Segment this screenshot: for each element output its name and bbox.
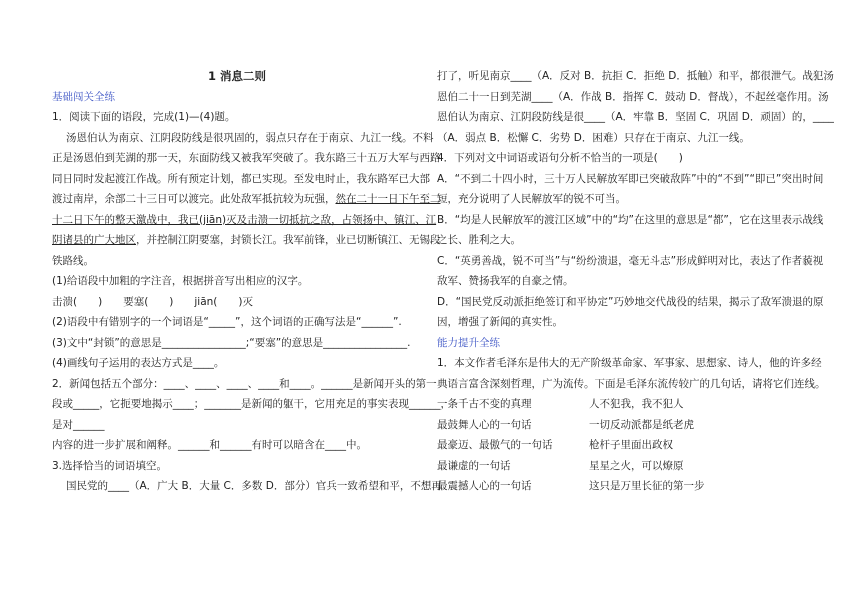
passage-line: 正是汤恩伯到芜湖的那一天，东面防线又被我军突破了。我东路三十五万大军与西路 <box>52 152 441 164</box>
option-d: D．“国民党反动派拒绝签订和平协定”巧妙地交代战役的结果，揭示了敌军溃退的原 <box>437 295 824 308</box>
option-a: A．“不到二十四小时，三十万人民解放军即已突破敌阵”中的“不到”“即已”突出时间 <box>437 172 824 185</box>
passage-line: 同日同时发起渡江作战。所有预定计划，都已实现。至发电时止，我东路军已大部 <box>52 172 430 185</box>
matching-row <box>437 394 811 415</box>
sub-question-3: (3)文中“封锁”的意思是________________;“要塞”的意思是________________. <box>52 336 411 349</box>
question-3: 3.选择恰当的词语填空。 <box>52 459 168 472</box>
sub-question-4: (4)画线句子运用的表达方式是____。 <box>52 357 225 369</box>
right-column <box>437 66 834 497</box>
question-2: 2．新闻包括五个部分：____、____、____、____和____。______是新闻开头的第一 <box>52 377 437 390</box>
question-2-cont: 段或_____，它扼要地揭示____；_______是新闻的躯干，它用充足的事实表现______， <box>52 398 451 410</box>
option-c: C．“英勇善战，锐不可当”与“纷纷溃退，毫无斗志”形成鲜明对比，表达了作者藐视 <box>437 254 824 267</box>
question-2-cont: 是对______ <box>52 418 105 431</box>
question-2-cont: 内容的进一步扩展和阐释。______和______有时可以暗含在____中。 <box>52 439 367 451</box>
matching-row <box>437 476 811 497</box>
document-title: 1 消息二则 <box>207 69 266 83</box>
match-right-item: 这只是万里长征的第一步 <box>589 480 705 492</box>
match-left-item: 一条千古不变的真理 <box>437 398 532 410</box>
option-d-cont: 因，增强了新闻的真实性。 <box>437 316 563 328</box>
section-heading-basic: 基础闯关全练 <box>52 90 115 103</box>
advanced-question-1: 1．本文作者毛泽东是伟大的无产阶级革命家、军事家、思想家、诗人，他的许多经 <box>437 357 822 369</box>
option-c-cont: 敌军、赞扬我军的自豪之情。 <box>437 275 574 287</box>
match-right-item: 一切反动派都是纸老虎 <box>589 418 694 431</box>
question-3-cont: 恩伯认为南京、江阴段防线是很____（A．牢靠 B．坚固 C．巩固 D．顽固）的，____ <box>437 111 834 123</box>
underlined-sentence: 十二日下午的整天激战中，我已(jiān)灭及击溃一切抵抗之敌，占领扬中、镇江、江 <box>52 213 437 226</box>
match-left-item: 最鼓舞人心的一句话 <box>437 418 532 431</box>
underlined-sentence: 阴诸县的广大地区 <box>52 234 136 246</box>
passage-line: 阴诸县的广大地区，并控制江阴要塞，封锁长江。我军前锋，业已切断镇江、无锡段 <box>52 234 441 246</box>
left-column <box>52 66 451 497</box>
match-right-item: 星星之火，可以燎原 <box>589 459 684 472</box>
sub-question-1: (1)给语段中加粗的字注音，根据拼音写出相应的汉字。 <box>52 275 309 287</box>
question-1-intro: 1．阅读下面的语段，完成(1)—(4)题。 <box>52 111 236 123</box>
option-b-cont: 之长、胜利之大。 <box>437 234 521 246</box>
passage-line: 渡过南岸，余部二十三日可以渡完。此处敌军抵抗较为玩强，然在二十一日下午至二 <box>52 193 441 205</box>
match-left-item: 最豪迈、最傲气的一句话 <box>437 439 553 451</box>
match-right-item: 人不犯我，我不犯人 <box>589 398 684 410</box>
question-3-text: 国民党的____（A．广大 B．大量 C．多数 D．部分）官兵一致希望和平，不想再 <box>66 480 442 492</box>
matching-row <box>437 435 811 456</box>
matching-row <box>437 415 811 436</box>
match-right-item: 枪杆子里面出政权 <box>589 439 673 451</box>
passage-line: 铁路线。 <box>52 254 94 267</box>
section-heading-advanced: 能力提升全练 <box>437 336 500 349</box>
question-3-cont: （A．弱点 B．松懈 C．劣势 D．困难）只存在于南京、九江一线。 <box>437 131 750 144</box>
advanced-question-1-cont: 典语言富含深刻哲理，广为流传。下面是毛泽东流传较广的几句话，请将它们连线。 <box>437 377 826 390</box>
question-3-cont: 恩伯二十一日到芜湖____（A．作战 B．指挥 C．鼓动 D．督战），不起丝毫作用。汤 <box>437 90 829 103</box>
pinyin-blanks: 击溃( ) 要塞( ) jiān( )灭 <box>52 295 254 308</box>
question-3-cont: 打了，听见南京____（A．反对 B．抗拒 C．拒绝 D．抵触）和平，都很泄气。战犯汤 <box>437 70 834 82</box>
question-4: 4．下列对文中词语或语句分析不恰当的一项是( ) <box>437 152 683 164</box>
matching-row <box>437 456 811 477</box>
underlined-sentence: 然在二十一日下午至二 <box>335 193 441 205</box>
passage-line: 汤恩伯认为南京、江阴段防线是很巩固的，弱点只存在于南京、九江一线。不料 <box>66 131 434 144</box>
option-a-cont: 短，充分说明了人民解放军的锐不可当。 <box>437 193 626 205</box>
option-b: B．“均是人民解放军的渡江区域”中的“均”在这里的意思是“都”，它在这里表示战线 <box>437 213 824 226</box>
match-left-item: 最震撼人心的一句话 <box>437 480 532 492</box>
sub-question-2: (2)语段中有错别字的一个词语是“_____”，这个词语的正确写法是“______”. <box>52 316 402 328</box>
match-left-item: 最谦虚的一句话 <box>437 459 511 472</box>
